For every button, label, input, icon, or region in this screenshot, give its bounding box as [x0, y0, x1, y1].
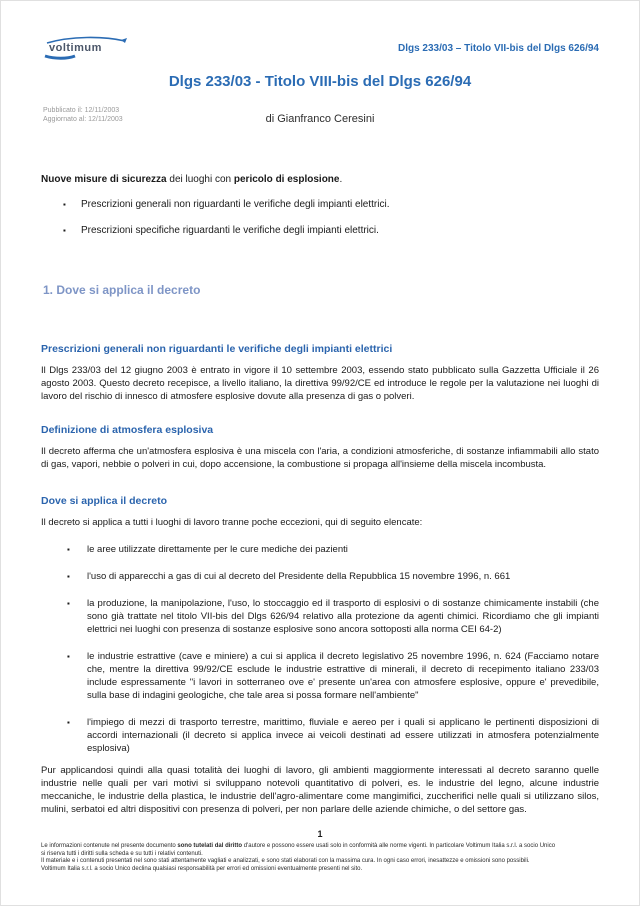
updated-date: Aggiornato al: 12/11/2003: [43, 116, 123, 123]
paragraph-closing: Pur applicandosi quindi alla quasi totalità dei luoghi di lavoro, gli ambienti maggiormente interessati al decreto saranno quelle industrie nelle quali per vari motivi si sviluppano notevoli quantitativo di polveri, es. le industrie del legno, alcune industrie meccaniche, le industrie della plastica, le industrie dell'agro-alimentare come mangimifici, zuccherifici nelle quali si utilizzano silos, mulini, serbatoi ed altri dispositivi con presenza di polveri, per non parlare delle aziende chimiche, o del settore gas.: [41, 765, 599, 815]
footer-line1-post: d'autore e possono essere usati solo in conformità alle norme vigenti. In particolare Voltimum Italia s.r.l. a socio Unico: [242, 843, 556, 849]
paragraph-eccezioni-intro: Il decreto si applica a tutti i luoghi di lavoro tranne poche eccezioni, qui di seguito elencate:: [41, 517, 423, 528]
document-reference: Dlgs 233/03 – Titolo VII-bis del Dlgs 626/94: [397, 43, 599, 54]
author-byline: di Gianfranco Ceresini: [265, 113, 375, 125]
paragraph-decreto-vigore: Il Dlgs 233/03 del 12 giugno 2003 è entrato in vigore il 10 settembre 2003, essendo stato pubblicato sulla Gazzetta Ufficiale il 26 agosto 2003. Questo decreto recepisce, a livello italiano, la direttiva 99/92/CE ed introduce le regole per la valutazione nei luoghi di lavoro del rischio di innesco di atmosfere esplosive dovute alla presenza di gas o polveri.: [41, 365, 599, 402]
meta-row: [41, 106, 599, 140]
intro-lead-mid: dei luoghi con: [166, 174, 234, 185]
intro-lead-end: .: [339, 174, 343, 185]
list-item: ▪ la produzione, la manipolazione, l'uso, lo stoccaggio ed il trasporto di esplosivi o di sostanze chimicamente instabili (che sono già trattate nel titolo VII-bis del Dlgs 626/94 relativo alla protezione da agenti chimici. Ricordiamo che gli impianti elettrici nei luoghi con presenza di sostanze esplosive sono ancora sottoposti alla norma CEI 64-2): [41, 597, 599, 636]
footer-line-2: si riserva tutti i diritti sulla scheda e su tutti i relativi contenuti.: [41, 850, 203, 857]
exceptions-bullet-list: [41, 543, 599, 755]
subheading-dove-si-applica: Dove si applica il decreto: [41, 495, 168, 507]
footer-line-3: Il materiale e i contenuti presentati nel sono stati attentamente vagliati e analizzati, e sono stati elaborati con la massima cura. In ogni caso errori, inesattezze e omissioni sono possibili.: [41, 858, 530, 864]
footer-line-1: [41, 843, 599, 851]
page-header: [41, 35, 599, 61]
voltimum-logo: [41, 35, 133, 61]
intro-bullet-list: [41, 198, 599, 237]
intro-lead-bold2: pericolo di esplosione: [233, 174, 340, 185]
footer-legal: [41, 843, 599, 873]
publication-dates: [43, 106, 123, 124]
intro-lead-bold1: Nuove misure di sicurezza: [41, 174, 167, 185]
logo-text: voltimum: [49, 42, 102, 54]
subheading-definizione-atmosfera: Definizione di atmosfera esplosiva: [41, 424, 214, 436]
list-item: ▪ Prescrizioni specifiche riguardanti le verifiche degli impianti elettrici.: [41, 224, 599, 237]
list-item: ▪ le aree utilizzate direttamente per le cure mediche dei pazienti: [41, 543, 599, 556]
page-title: Dlgs 233/03 - Titolo VIII-bis del Dlgs 626/94: [168, 73, 472, 90]
section-1-heading: 1. Dove si applica il decreto: [43, 283, 201, 297]
paragraph-definizione: Il decreto afferma che un'atmosfera esplosiva è una miscela con l'aria, a condizioni atmosferiche, di sostanze infiammabili allo stato di gas, vapori, nebbie o polveri in cui, dopo accensione, la combustione si propaga all'insieme della miscela incombusta.: [41, 446, 599, 470]
footer-line-4: Voltimum Italia s.r.l. a socio Unico declina qualsiasi responsabilità per errori ed omissioni eventualmente presenti nel sito.: [41, 865, 363, 872]
footer-line1-pre: Le informazioni contenute nel presente documento: [41, 843, 178, 849]
footer-line1-bold: sono tutelati dal diritto: [177, 843, 243, 849]
intro-lead: [41, 174, 599, 185]
list-item: ▪ l'impiego di mezzi di trasporto terrestre, marittimo, fluviale e aereo per i quali si applicano le pertinenti disposizioni di accordi internazionali (il decreto si applica invece ai veicoli destinati ad essere utilizzati in atmosfera potenzialmente esplosiva): [41, 716, 599, 755]
subheading-prescrizioni-generali: Prescrizioni generali non riguardanti le verifiche degli impianti elettrici: [41, 343, 393, 355]
list-item: ▪ Prescrizioni generali non riguardanti le verifiche degli impianti elettrici.: [41, 198, 599, 211]
list-item: ▪ l'uso di apparecchi a gas di cui al decreto del Presidente della Repubblica 15 novembre 1996, n. 661: [41, 570, 599, 583]
page-number: 1: [317, 829, 323, 839]
list-item: ▪ le industrie estrattive (cave e miniere) a cui si applica il decreto legislativo 25 novembre 1996, n. 624 (Facciamo notare che, mentre la direttiva 99/92/CE esclude le industrie estrattive di minerali, il decreto di recepimento italiano 233/03 include espressamente "i lavori in sotterraneo ove e' presente un'area con atmosfere esplosive, oppure e' prevedibile, sulla base di indagini geologiche, che tale area si possa formare nell'ambiente": [41, 650, 599, 702]
published-date: Pubblicato il: 12/11/2003: [43, 107, 120, 114]
